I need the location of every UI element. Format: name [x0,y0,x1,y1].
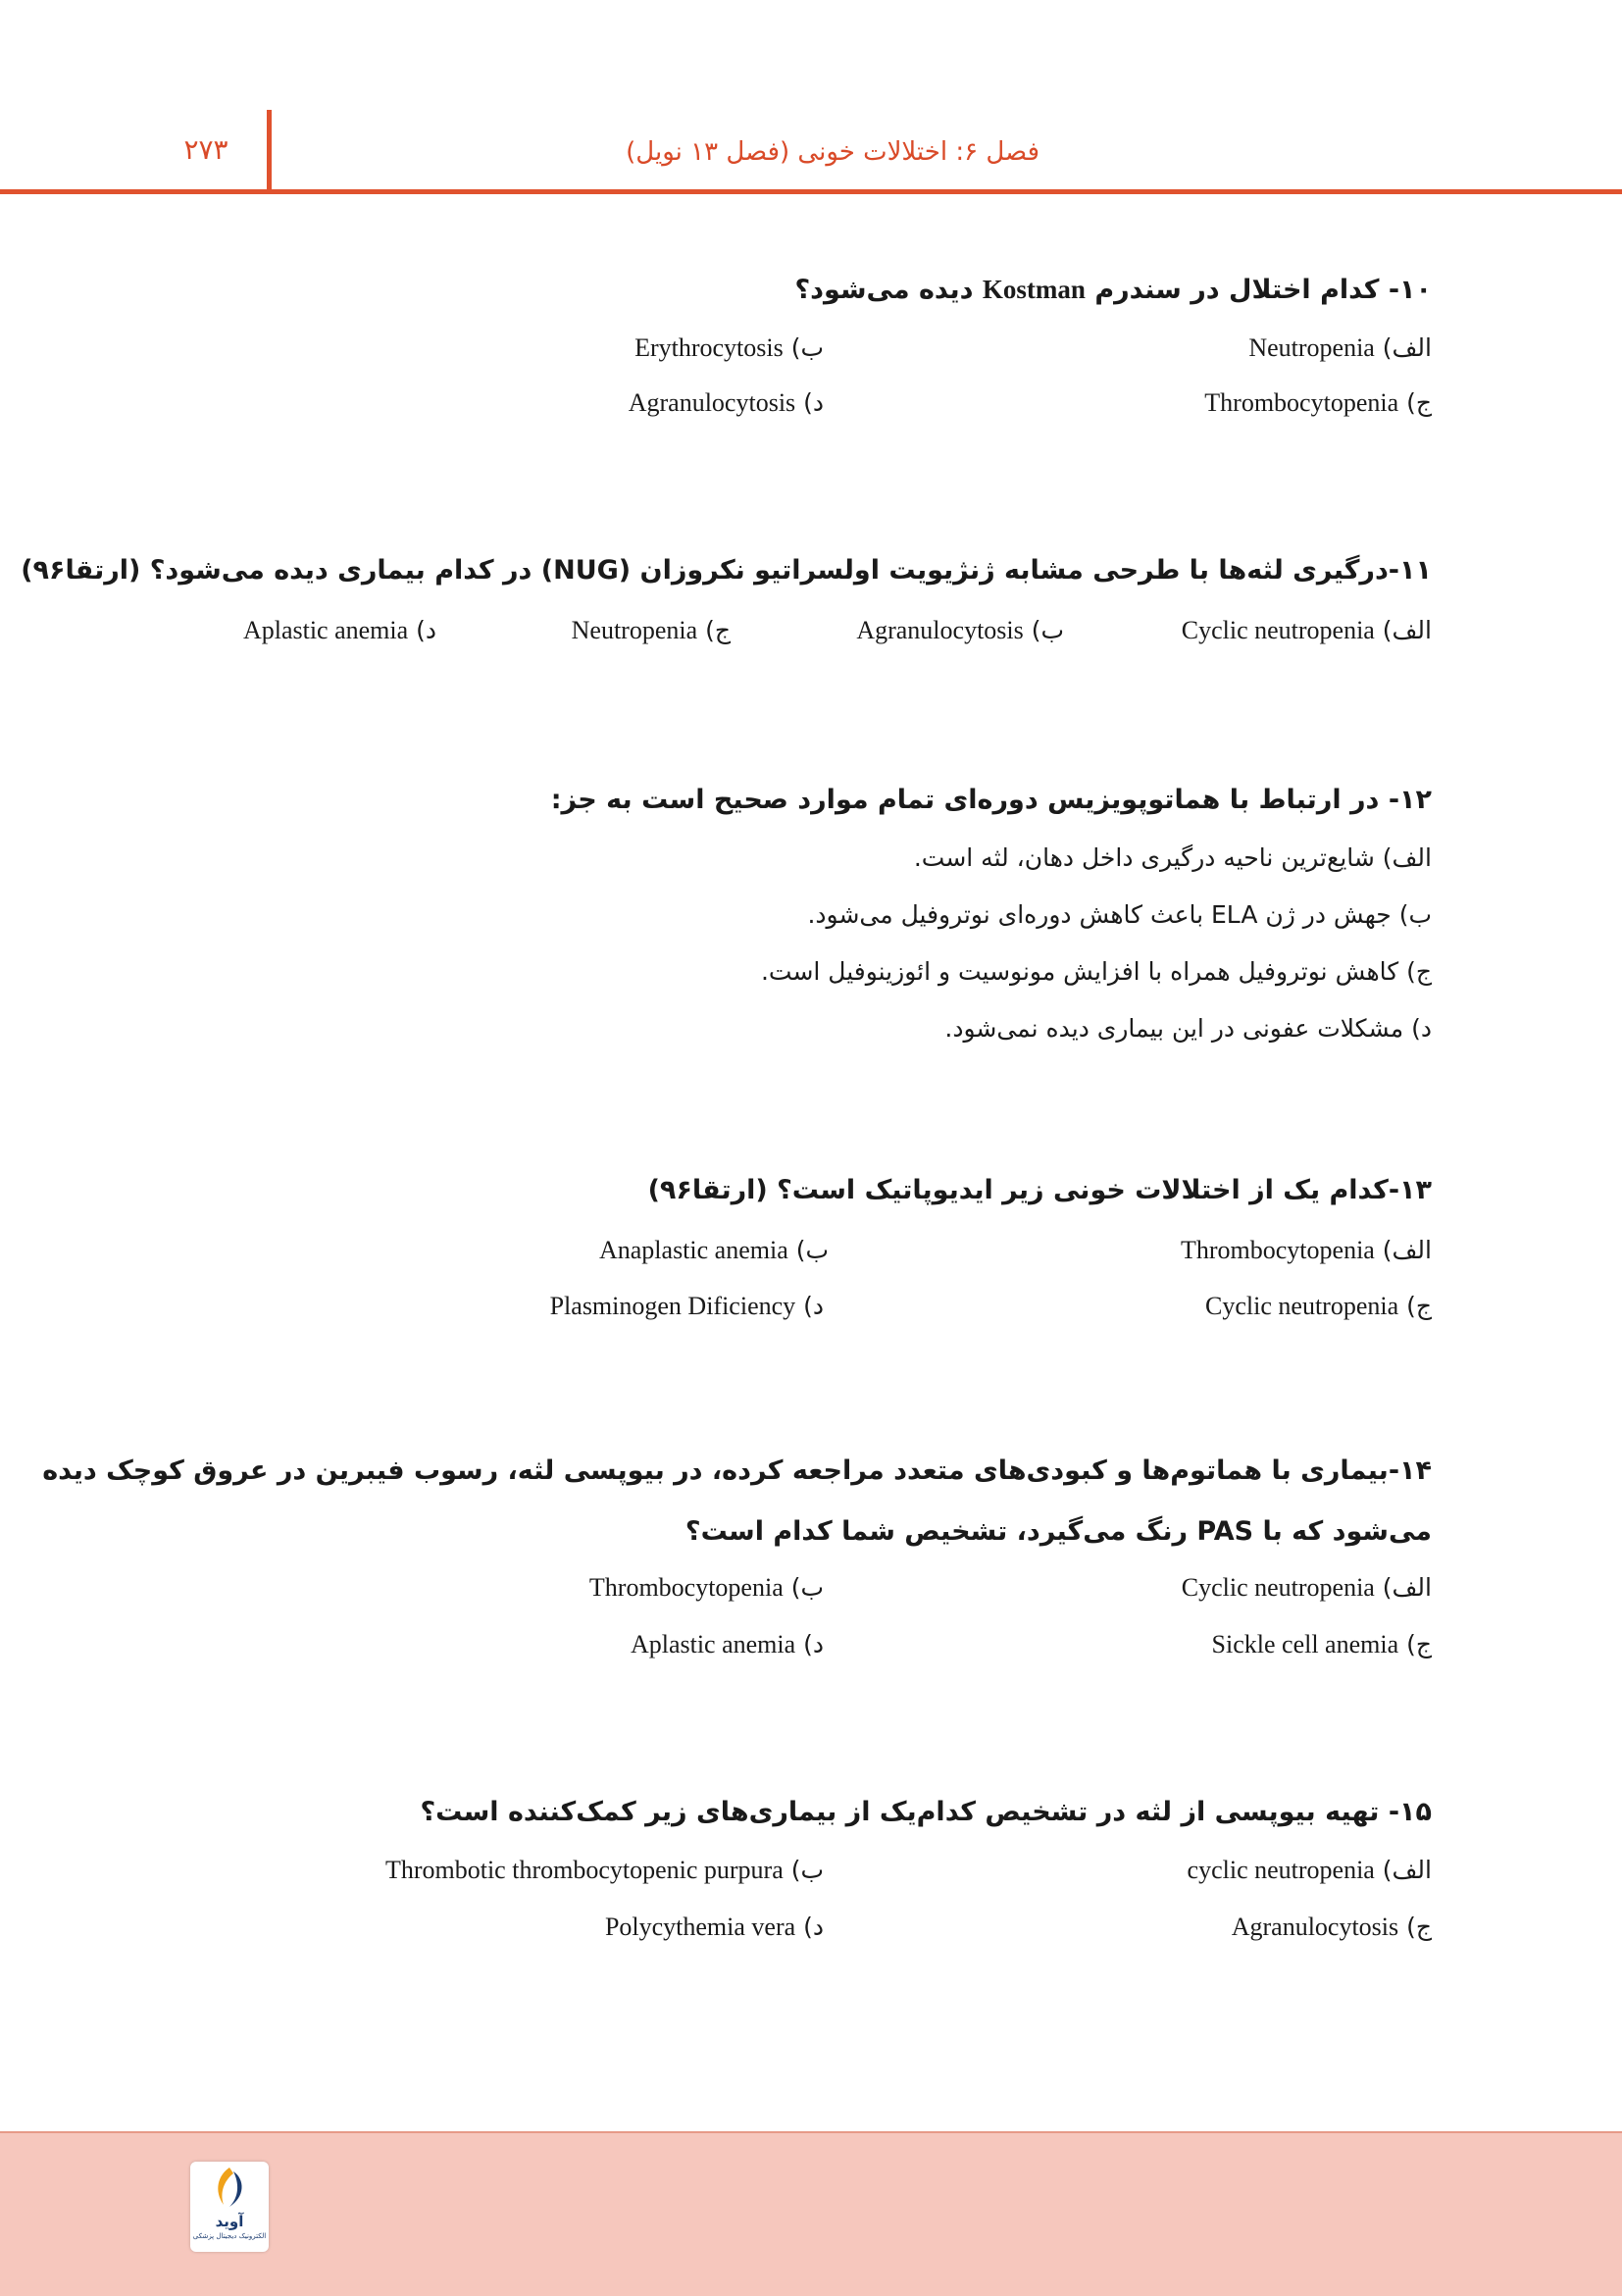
question-10-option-b: ب) Erythrocytosis [634,333,824,362]
header-rule [0,189,1622,194]
question-15-title: ۱۵- تهیه بیوپسی از لثه در تشخیص کدام‌یک از بیماری‌های زیر کمک‌کننده است؟ [420,1797,1432,1827]
question-11-option-b: ب) Agranulocytosis [856,616,1064,644]
question-14-option-a: الف) Cyclic neutropenia [1181,1573,1432,1602]
publisher-logo [190,2162,269,2252]
question-11-option-c: ج) Neutropenia [571,616,731,644]
question-12-option-d: د) مشکلات عفونی در این بیماری دیده نمی‌شود. [944,1014,1432,1043]
question-14-title-line-1: ۱۴-بیماری با هماتوم‌ها و کبودی‌های متعدد مراجعه کرده، در بیوپسی لثه، رسوب فیبرین در عروق کوچک دیده [42,1455,1432,1486]
question-12-option-a: الف) شایع‌ترین ناحیه درگیری داخل دهان، لثه است. [913,843,1432,872]
logo-tagline: الکترونیک دیجیتال پزشکی [192,2232,267,2240]
question-13-option-d: د) Plasminogen Dificiency [549,1292,824,1320]
question-14-title-line-2: می‌شود که با PAS رنگ می‌گیرد، تشخیص شما کدام است؟ [684,1516,1432,1547]
question-13-option-b: ب) Anaplastic anemia [598,1236,829,1264]
question-13-title: ۱۳-کدام یک از اختلالات خونی زیر ایدیوپاتیک است؟ (ارتقا۹۶) [647,1175,1432,1205]
question-15-option-d: د) Polycythemia vera [604,1913,824,1941]
question-11-option-a: الف) Cyclic neutropenia [1181,616,1432,644]
question-15-option-c: ج) Agranulocytosis [1231,1913,1432,1941]
question-11-title: ۱۱-درگیری لثه‌ها با طرحی مشابه ژنژیویت اولسراتیو نکروزان (NUG) در کدام بیماری دیده می‌شود؟ (ارتقا۹۶) [21,555,1432,586]
question-10-title: ۱۰- کدام اختلال در سندرم Kostman دیده می‌شود؟ [794,275,1432,305]
question-10-option-d: د) Agranulocytosis [628,388,824,417]
question-15-option-a: الف) cyclic neutropenia [1187,1856,1432,1884]
question-10-option-c: ج) Thrombocytopenia [1204,388,1432,417]
question-14-option-d: د) Aplastic anemia [630,1630,824,1658]
question-15-option-b: ب) Thrombotic thrombocytopenic purpura [384,1856,824,1884]
chapter-title: فصل ۶: اختلالات خونی (فصل ۱۳ نویل) [626,137,1039,167]
question-12-option-b: ب) جهش در ژن ELA باعث کاهش دوره‌ای نوتروفیل می‌شود. [807,900,1432,929]
question-11-option-d: د) Aplastic anemia [242,616,436,644]
header-divider [267,110,272,192]
question-10-option-a: الف) Neutropenia [1248,333,1432,362]
question-14-option-c: ج) Sickle cell anemia [1211,1630,1432,1658]
question-13-option-a: الف) Thrombocytopenia [1181,1236,1432,1264]
question-12-title: ۱۲- در ارتباط با هماتوپویزیس دوره‌ای تمام موارد صحیح است به جز: [550,785,1432,815]
question-14-option-b: ب) Thrombocytopenia [588,1573,824,1602]
question-13-option-c: ج) Cyclic neutropenia [1205,1292,1432,1320]
page-number: ۲۷۳ [183,133,228,166]
question-12-option-c: ج) کاهش نوتروفیل همراه با افزایش مونوسیت و ائوزینوفیل است. [760,957,1432,986]
feather-logo-icon [190,2162,269,2213]
logo-name: آوید [215,2213,244,2230]
